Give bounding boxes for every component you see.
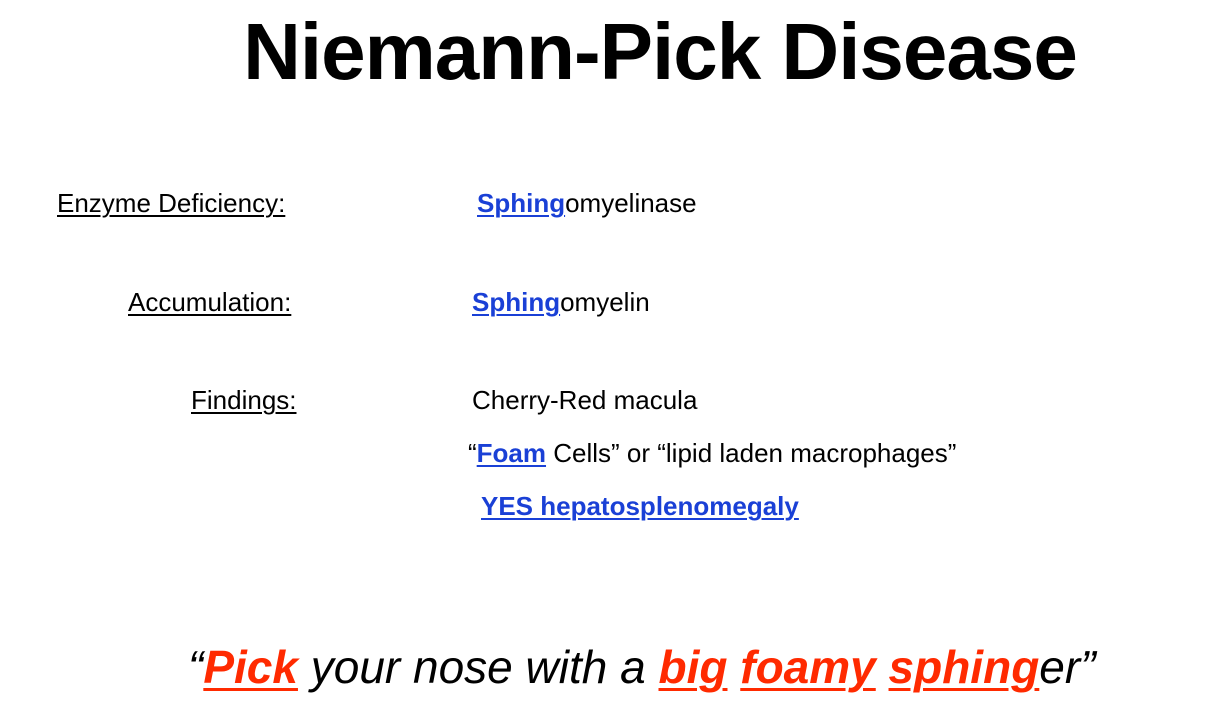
finding-foam-cells [468, 438, 956, 469]
mnemonic-open-quote: “ [188, 641, 204, 693]
foam-rest: Cells” or “lipid laden macrophages” [546, 438, 957, 468]
mnemonic-pick: Pick [203, 641, 298, 693]
enzyme-highlight: Sphing [477, 188, 566, 218]
finding-cherry-red: Cherry-Red macula [472, 385, 698, 415]
finding-hepatosplenomegaly: YES hepatosplenomegaly [481, 491, 799, 521]
accumulation-label: Accumulation: [128, 287, 292, 317]
mnemonic-big: big [658, 641, 728, 693]
foam-highlight: Foam [476, 438, 547, 468]
enzyme-deficiency-value [477, 188, 697, 219]
mnemonic-text: your nose with a [297, 641, 659, 693]
mnemonic [188, 640, 1096, 694]
findings-label: Findings: [191, 385, 297, 415]
page-title: Niemann-Pick Disease [243, 7, 1077, 96]
enzyme-deficiency-label: Enzyme Deficiency: [57, 188, 286, 218]
accumulation-value [472, 287, 650, 318]
mnemonic-close-quote: ” [1080, 641, 1096, 693]
mnemonic-sphing: sphing [888, 641, 1040, 693]
accumulation-rest: omyelin [560, 287, 650, 317]
foam-open-quote: “ [468, 438, 477, 468]
mnemonic-foamy: foamy [740, 641, 876, 693]
enzyme-rest: omyelinase [565, 188, 697, 218]
accumulation-highlight: Sphing [472, 287, 561, 317]
mnemonic-er: er [1039, 641, 1081, 693]
